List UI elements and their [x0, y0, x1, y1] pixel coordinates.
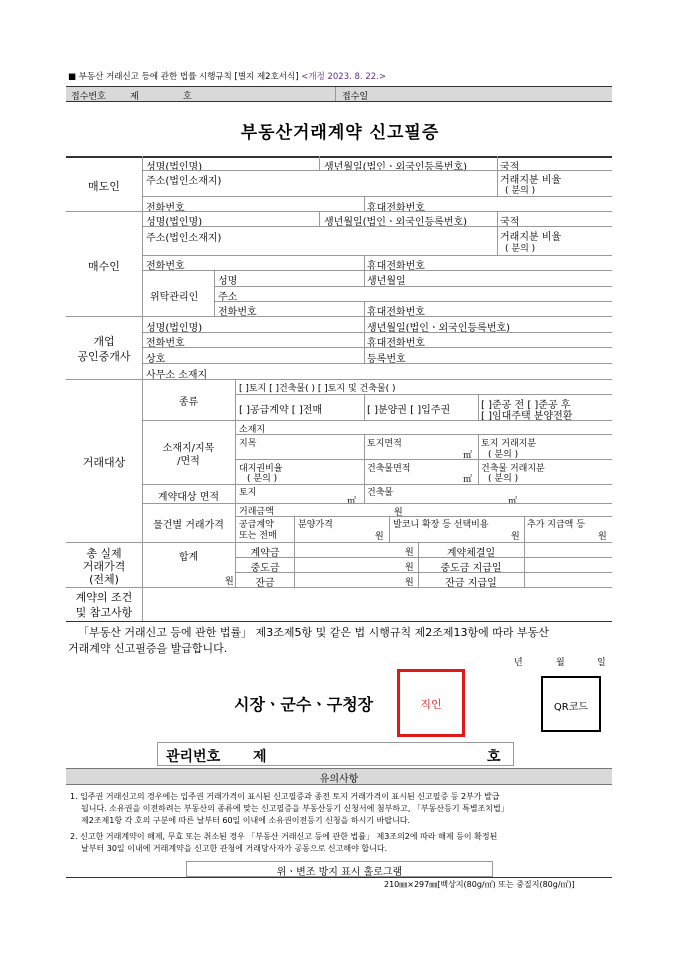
land-right-unit: ( 분의 ) [247, 474, 278, 484]
statement-line-1: 「부동산 거래신고 등에 관한 법률」 제3조제5항 및 같은 법 시행규칙 제2조제13항에 따라 부동산 [78, 626, 549, 639]
note-line: 제2조제1항 각 호의 구분에 따른 날부터 60일 이내에 소유권이전등기 신청을 하시기 바랍니다. [81, 816, 411, 825]
seller-mobile-label: 휴대전화번호 [367, 203, 425, 214]
buyer-address-label: 주소(법인소재지) [146, 233, 222, 244]
total-rule1 [235, 557, 612, 558]
kind-row2b: [ ]분양권 [ ]입주권 [367, 405, 451, 416]
agent-birth-label: 생년월일(법인ㆍ외국인등록번호) [367, 323, 511, 334]
paper-spec: 210㎜×297㎜[백상지(80g/㎡) 또는 중질지(80g/㎡)] [384, 880, 575, 889]
management-number-box [157, 742, 514, 766]
bldg-area-unit: ㎡ [463, 475, 473, 485]
receipt-je: 제 [130, 92, 139, 102]
buyer-div2 [497, 211, 498, 255]
trustee-rule2 [214, 301, 612, 302]
total-label-1: 총 실제 [86, 547, 122, 560]
contract-bldg-unit: ㎡ [508, 497, 518, 507]
total-rule2 [235, 572, 612, 573]
note-line: 날부터 30일 이내에 거래계약을 신고한 관청에 거래당사자가 공동으로 신고해야 합니다. [81, 844, 388, 853]
seller-rule2 [142, 196, 612, 197]
loc-rule2 [235, 459, 612, 460]
kind-row2a: [ ]공급계약 [ ]전매 [239, 405, 323, 416]
seal-label: 직인 [420, 698, 442, 711]
agent-name-label: 성명(법인명) [146, 323, 203, 334]
trustee-name-label: 성명 [218, 276, 238, 287]
supply-label-1: 공급계약 [239, 520, 274, 530]
note-line: 됩니다. 소유권을 이전하려는 부동산의 종류에 맞는 신고필증을 부동산등기 신청서에 첨부하고, 「부동산등기 특별조치법」 [81, 804, 509, 813]
buyer-rule3 [142, 270, 612, 271]
issuing-authority: 시장ㆍ군수ㆍ구청장 [234, 695, 374, 714]
land-area-unit: ㎡ [463, 451, 473, 461]
receipt-divider [335, 87, 336, 101]
total-bottom [66, 587, 612, 588]
land-share-label: 토지 거래지분 [481, 439, 537, 449]
kind-div2 [478, 394, 479, 420]
trustee-rule1 [214, 286, 612, 287]
contract-div [364, 484, 365, 503]
trustee-birth-label: 생년월일 [367, 276, 406, 287]
total-div2 [294, 542, 295, 587]
total-div4 [524, 542, 525, 587]
agent-section-label-2: 공인중개사 [77, 350, 131, 363]
mid-date-label: 중도금 지급일 [440, 563, 502, 574]
agent-office-label: 사무소 소재지 [146, 370, 208, 381]
trade-amt-unit: 원 [394, 508, 403, 518]
balance-unit: 원 [405, 578, 414, 588]
agent-rule1 [142, 332, 612, 333]
kind-row2c: [ ]준공 전 [ ]준공 후 [481, 400, 571, 411]
bottom-rule [66, 877, 612, 878]
note-line: 2. 신고한 거래계약이 해제, 무효 또는 취소된 경우 「부동산 거래신고 등에 관한 법률」 제3조의2에 따라 해제 등이 확정된 [70, 832, 498, 841]
loc-rule1 [235, 434, 612, 435]
total-sum-unit: 원 [225, 577, 234, 587]
trustee-phone-label: 전화번호 [218, 307, 257, 318]
agent-div [364, 316, 365, 363]
buyer-nation-label: 국적 [500, 217, 520, 228]
qr-label: QR코드 [553, 702, 589, 713]
deposit-unit: 원 [405, 548, 414, 558]
buyer-share-unit: ( 분의 ) [505, 244, 536, 254]
buyer-phone-label: 전화번호 [146, 261, 185, 272]
trustee-label: 위탁관리인 [150, 292, 199, 303]
agent-bottom [66, 379, 612, 380]
price-div3 [524, 516, 525, 542]
contract-bldg-label: 건축물 [367, 488, 394, 498]
buyer-rule2 [142, 255, 612, 256]
balance-label: 잔금 [255, 578, 275, 589]
notes-title: 유의사항 [319, 774, 359, 785]
agent-phone-label: 전화번호 [146, 338, 185, 349]
location-label-2: /면적 [177, 456, 200, 467]
bldg-area-label: 건축물면적 [367, 464, 411, 474]
agent-rule3 [142, 363, 612, 364]
buyer-section-label: 매수인 [88, 260, 120, 273]
seller-div2 [497, 156, 498, 196]
contract-land-unit: ㎡ [347, 497, 357, 507]
bldg-share-unit: ( 분의 ) [488, 474, 519, 484]
revision-date: <개정 2023. 8. 22.> [301, 72, 386, 82]
bullet-icon: ■ [68, 72, 77, 82]
hologram-box [186, 861, 493, 877]
page-title: 부동산거래계약 신고필증 [240, 123, 440, 143]
buyer-rule1 [142, 226, 612, 227]
buyer-bottom [66, 316, 612, 317]
price-top [142, 503, 612, 504]
buyer-div1 [319, 211, 320, 226]
total-label-3: (전체) [89, 573, 119, 586]
mid-label: 중도금 [250, 563, 280, 574]
table-bottom [66, 621, 612, 622]
kind-label: 종류 [178, 397, 199, 408]
kind-row1: [ ]토지 [ ]건축물( ) [ ]토지 및 건축물( ) [239, 384, 396, 394]
conditions-label-1: 계약의 조건 [75, 591, 133, 604]
buyer-name-label: 성명(법인명) [146, 217, 203, 228]
balcony-unit: 원 [511, 532, 520, 542]
presale-unit: 원 [375, 532, 384, 542]
receipt-no-label: 접수번호 [71, 92, 106, 102]
hologram-label: 위ㆍ변조 방지 표시 홀로그램 [276, 867, 403, 878]
supply-label-2: 또는 전매 [239, 531, 277, 541]
land-right-label: 대지권비율 [239, 464, 283, 474]
buyer-birth-label: 생년월일(법인ㆍ외국인등록번호) [324, 217, 468, 228]
land-share-unit: ( 분의 ) [488, 450, 519, 460]
buyer-mobile-label: 휴대전화번호 [367, 261, 425, 272]
loc-label: 소재지 [239, 425, 266, 435]
contract-date-label: 계약체결일 [446, 548, 496, 559]
receipt-band [66, 87, 612, 101]
price-by-label: 물건별 거래가격 [153, 520, 224, 531]
date-day: 일 [597, 658, 606, 668]
kind-row2d: [ ]임대주택 분양전환 [481, 411, 573, 422]
mid-unit: 원 [405, 563, 414, 573]
mgmt-ho: 호 [487, 749, 501, 765]
trustee-mobile-label: 휴대전화번호 [367, 307, 425, 318]
trade-amt-label: 거래금액 [239, 507, 274, 517]
mgmt-label: 관리번호 [166, 749, 221, 765]
location-top [142, 420, 612, 421]
receipt-ho: 호 [183, 92, 192, 102]
trustee-div [214, 270, 215, 316]
seller-birth-label: 생년월일(법인ㆍ외국인등록번호) [324, 162, 468, 173]
seller-nation-label: 국적 [500, 162, 520, 173]
seller-share-label: 거래지분 비율 [500, 175, 562, 186]
contract-land-label: 토지 [239, 488, 257, 498]
seller-share-unit: ( 분의 ) [505, 186, 536, 196]
price-div1 [294, 516, 295, 542]
balcony-label: 발코니 확장 등 선택비용 [393, 520, 489, 530]
agent-mobile-label: 휴대전화번호 [367, 338, 425, 349]
contract-area-label: 계약대상 면적 [157, 492, 220, 503]
agent-firm-label: 상호 [146, 354, 166, 365]
form-header [68, 70, 386, 82]
agent-section-label-1: 개업 [93, 335, 115, 348]
buyer-div3 [364, 255, 365, 270]
agent-reg-label: 등록번호 [367, 354, 406, 365]
extra-unit: 원 [598, 532, 607, 542]
bal-date-label: 잔금 지급일 [445, 578, 497, 589]
target-div [235, 379, 236, 542]
kind-rule [235, 394, 612, 395]
seller-phone-label: 전화번호 [146, 203, 185, 214]
seller-div1 [319, 156, 320, 170]
total-label-2: 거래가격 [82, 560, 126, 573]
date-month: 월 [556, 658, 565, 668]
bldg-share-label: 건축물 거래지분 [481, 464, 545, 474]
presale-label: 분양가격 [298, 520, 333, 530]
agent-rule2 [142, 347, 612, 348]
law-reference: 부동산 거래신고 등에 관한 법률 시행규칙 [별지 제2호서식] [78, 72, 299, 82]
trustee-address-label: 주소 [218, 292, 238, 303]
trustee-div2 [364, 270, 365, 286]
seller-section-label: 매도인 [88, 180, 120, 193]
extra-label: 추가 지급액 등 [527, 520, 585, 530]
date-year: 년 [514, 658, 523, 668]
kind-div1 [364, 394, 365, 420]
jimok-label: 지목 [239, 439, 257, 449]
deposit-label: 계약금 [250, 548, 280, 559]
trustee-div3 [364, 301, 365, 316]
total-sum-label: 합계 [178, 552, 199, 563]
mgmt-je: 제 [253, 749, 267, 765]
buyer-share-label: 거래지분 비율 [500, 232, 562, 243]
target-bottom [66, 542, 612, 543]
seller-bottom [66, 211, 612, 212]
price-div2 [389, 516, 390, 542]
receipt-rule [66, 101, 612, 102]
seller-name-label: 성명(법인명) [146, 162, 203, 173]
statement-line-2: 거래계약 신고필증을 발급합니다. [68, 642, 228, 655]
seller-address-label: 주소(법인소재지) [146, 176, 222, 187]
qr-code-box [541, 676, 601, 732]
conditions-label-2: 및 참고사항 [75, 606, 133, 619]
official-seal [397, 669, 465, 737]
target-section-label: 거래대상 [82, 456, 126, 469]
land-area-label: 토지면적 [367, 439, 402, 449]
receipt-date-label: 접수일 [342, 92, 369, 102]
note-line: 1. 입주권 거래신고의 경우에는 입주권 거래가격이 표시된 신고필증과 종전 토지 거래가격이 표시된 신고필증 등 2부가 발급 [70, 792, 500, 801]
location-label: 소재지/지목 [162, 443, 215, 454]
seller-div3 [364, 196, 365, 211]
